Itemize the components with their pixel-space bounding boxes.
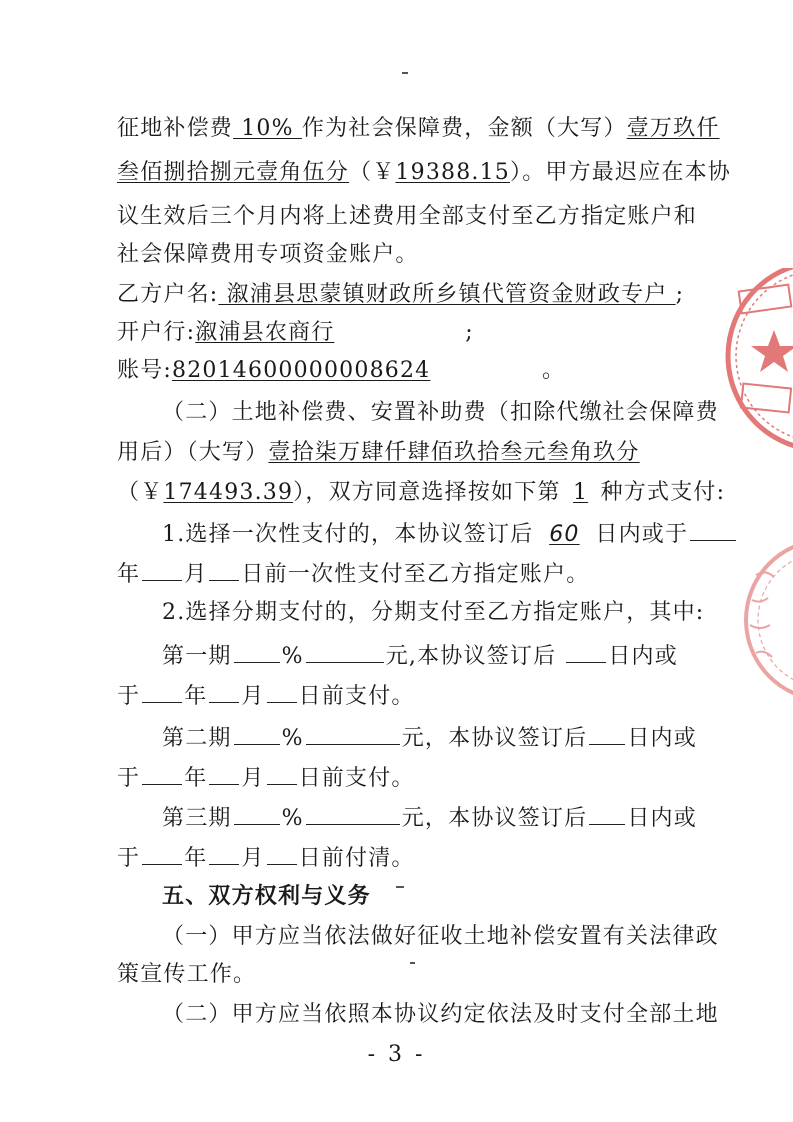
blank-field — [267, 680, 297, 703]
account-number-line: 账号:82014600000008624 。 — [117, 356, 565, 386]
paragraph-line-21: （一）甲方应当依法做好征收土地补偿安置有关法律政 — [162, 924, 719, 949]
period-3-date-line: 于 年 月 日前付清。 — [117, 842, 415, 874]
blank-field — [234, 722, 280, 745]
period-3-line: 第三期 % 元，本协议签订后 日内或 — [162, 802, 697, 834]
blank-field — [142, 842, 182, 865]
blank-field — [209, 680, 239, 703]
period-2-date-line: 于 年 月 日前支付。 — [117, 762, 415, 794]
lump-sum-days-handwritten: 60 — [549, 522, 580, 547]
paragraph-line-23: （二）甲方应当依照本协议约定依法及时支付全部土地 — [162, 1002, 719, 1027]
section-heading: 五、双方权利与义务 — [162, 884, 371, 909]
paragraph-line-9: 用后）（大写）壹拾柒万肆仟肆佰玖拾叁元叁角玖分 — [117, 440, 640, 465]
payment-method-choice: 1 — [572, 480, 589, 505]
blank-field — [267, 762, 297, 785]
period-1-line: 第一期 % 元,本协议签订后 日内或 — [162, 640, 678, 672]
lump-sum-date-line: 年 月 日前一次性支付至乙方指定账户。 — [117, 558, 589, 590]
scan-speck — [396, 886, 404, 888]
paragraph-line-10: （￥174493.39），双方同意选择按如下第 1 种方式支付: — [117, 478, 725, 508]
blank-field — [209, 762, 239, 785]
period-2-line: 第二期 % 元，本协议签订后 日内或 — [162, 722, 697, 754]
official-seal-icon — [726, 545, 793, 695]
blank-field — [306, 722, 400, 745]
installment-intro-line: 2.选择分期支付的，分期支付至乙方指定账户，其中: — [162, 600, 705, 625]
period-1-date-line: 于 年 月 日前支付。 — [117, 680, 415, 712]
blank-field — [589, 802, 625, 825]
lump-sum-line: 1.选择一次性支付的，本协议签订后 60 日内或于 — [162, 518, 738, 550]
blank-field — [589, 722, 625, 745]
paragraph-line-2: 叁佰捌拾捌元壹角伍分（￥19388.15）。甲方最迟应在本协 — [117, 160, 732, 185]
paragraph-line-8: （二）土地补偿费、安置补助费（扣除代缴社会保障费 — [162, 400, 719, 425]
blank-field — [234, 640, 280, 663]
bank-line: 开户行:溆浦县农商行 ; — [117, 318, 474, 348]
blank-field — [234, 802, 280, 825]
blank-field — [209, 558, 239, 581]
blank-field — [142, 680, 182, 703]
blank-field — [142, 558, 182, 581]
account-number-value: 82014600000008624 — [172, 358, 431, 383]
paragraph-line-3: 议生效后三个月内将上述费用全部支付至乙方指定账户和 — [117, 204, 698, 229]
official-seal-icon — [712, 268, 793, 448]
blank-field — [209, 842, 239, 865]
blank-field — [306, 802, 400, 825]
paragraph-line-1: 征地补偿费 10% 作为社会保障费，金额（大写）壹万玖仟 — [117, 116, 720, 141]
page-number: - 3 - — [367, 1042, 426, 1067]
payee-name-value: 溆浦县思蒙镇财政所乡镇代管资金财政专户 — [218, 282, 676, 307]
scan-speck — [402, 72, 408, 74]
bank-value: 溆浦县农商行 — [195, 320, 335, 345]
paragraph-line-4: 社会保障费用专项资金账户。 — [117, 242, 419, 267]
scan-speck — [410, 962, 415, 964]
payee-name-line: 乙方户名: 溆浦县思蒙镇财政所乡镇代管资金财政专户 ; — [117, 282, 685, 307]
blank-field — [306, 640, 384, 663]
paragraph-line-22: 策宣传工作。 — [117, 962, 257, 987]
blank-field — [267, 842, 297, 865]
blank-field — [142, 762, 182, 785]
blank-field — [690, 518, 736, 541]
blank-field — [566, 640, 606, 663]
